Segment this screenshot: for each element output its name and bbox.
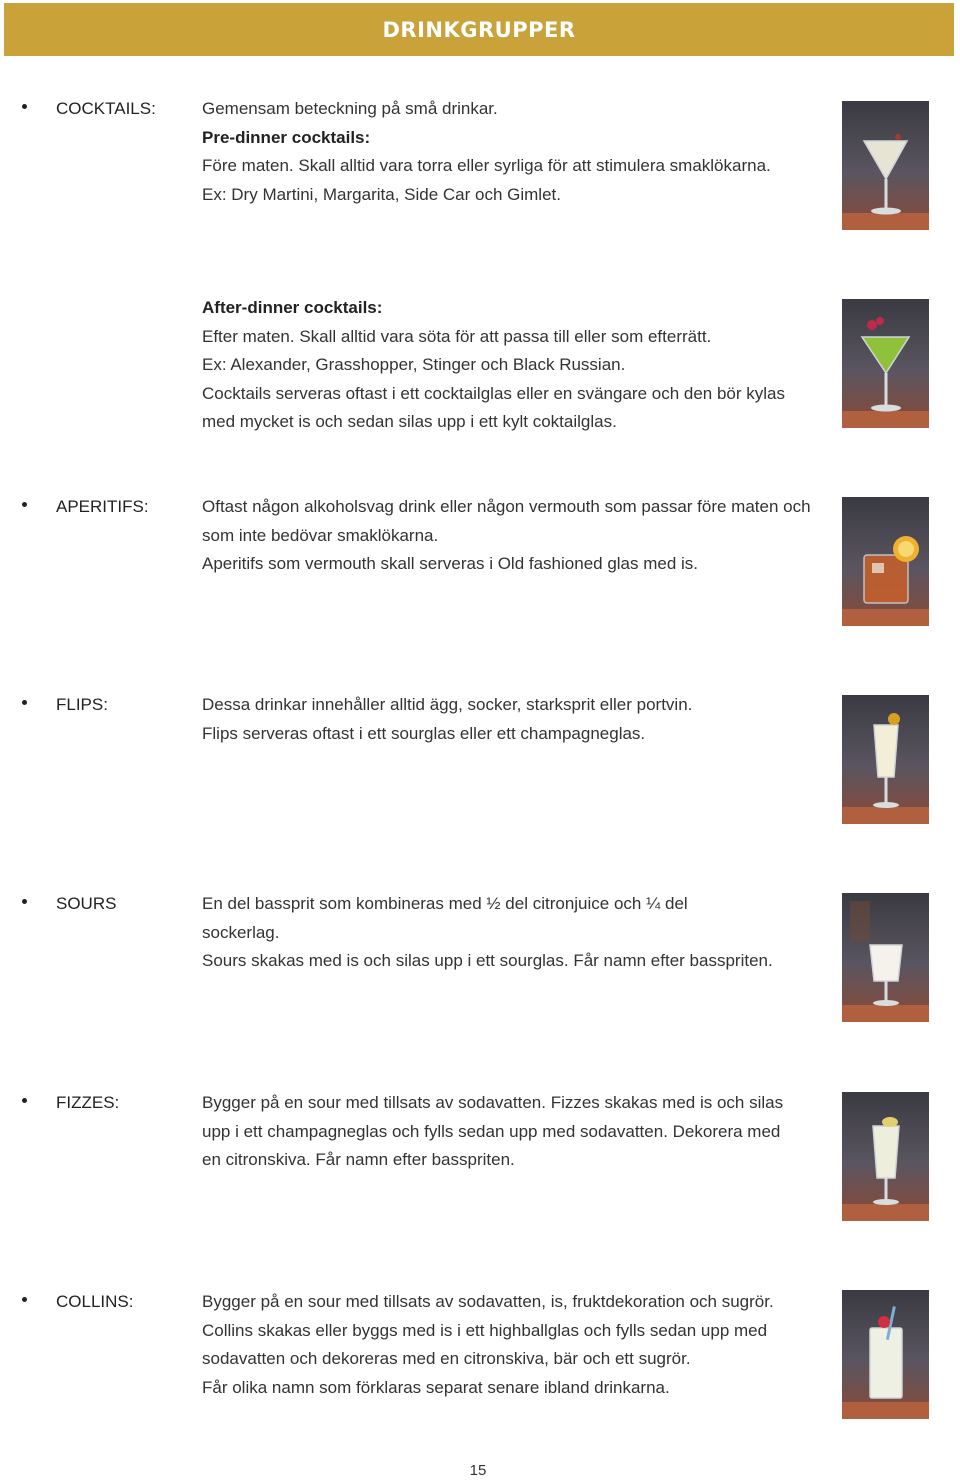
text-line: Får olika namn som förklaras separat senare ibland drinkarna. <box>202 1377 670 1397</box>
text-line: sockerlag. <box>202 922 280 942</box>
section-body <box>202 1288 842 1402</box>
text-line: Ex: Alexander, Grasshopper, Stinger och Black Russian. <box>202 355 626 374</box>
header-banner <box>4 3 954 56</box>
text-line: Dessa drinkar innehåller alltid ägg, socker, starksprit eller portvin. <box>202 695 693 714</box>
section-label: COCKTAILS: <box>56 99 156 118</box>
section-label: SOURS <box>56 894 117 913</box>
text-line: Ex: Dry Martini, Margarita, Side Car och Gimlet. <box>202 184 561 204</box>
text-line: Bygger på en sour med tillsats av sodavatten. Fizzes skakas med is och silas <box>202 1093 784 1112</box>
section-label: FIZZES: <box>56 1093 120 1112</box>
text-line: en citronskiva. Får namn efter basspriten. <box>202 1150 515 1169</box>
text-line: upp i ett champagneglas och fylls sedan upp med sodavatten. Dekorera med <box>202 1121 781 1141</box>
bullet <box>22 700 27 705</box>
old-fashioned-glass-icon <box>842 497 929 626</box>
section-label: APERITIFS: <box>56 497 149 516</box>
page-number: 15 <box>469 1462 487 1479</box>
text-line: Efter maten. Skall alltid vara söta för att passa till eller som efterrätt. <box>202 326 712 346</box>
text-line: Flips serveras oftast i ett sourglas eller ett champagneglas. <box>202 723 646 743</box>
subheading: After-dinner cocktails: <box>202 298 383 317</box>
text-line: sodavatten och dekoreras med en citronskiva, bär och ett sugrör. <box>202 1349 691 1368</box>
text-line: Cocktails serveras oftast i ett cocktailglas eller en svängare och den bör kylas <box>202 383 785 403</box>
bullet <box>22 899 27 904</box>
martini-glass-icon <box>842 101 929 230</box>
collins-glass-icon <box>842 1290 929 1419</box>
fizz-glass-icon <box>842 1092 929 1221</box>
section-body <box>202 95 842 437</box>
text-line: Gemensam beteckning på små drinkar. <box>202 99 498 118</box>
section-body <box>202 691 842 748</box>
section-body <box>202 493 842 579</box>
text-line: Collins skakas eller byggs med is i ett highballglas och fylls sedan upp med <box>202 1320 768 1340</box>
section-label: COLLINS: <box>56 1292 134 1311</box>
bullet <box>22 502 27 507</box>
text-line: med mycket is och sedan silas upp i ett kylt coktailglas. <box>202 412 617 431</box>
subheading: Pre-dinner cocktails: <box>202 127 371 147</box>
text-line: som inte bedövar smaklökarna. <box>202 525 439 545</box>
bullet <box>22 1098 27 1103</box>
bullet <box>22 1297 27 1302</box>
flip-glass-icon <box>842 695 929 824</box>
text-line: Oftast någon alkoholsvag drink eller någon vermouth som passar före maten och <box>202 497 811 516</box>
bullet <box>22 104 27 109</box>
page-title: DRINKGRUPPER <box>382 17 576 42</box>
text-line: Bygger på en sour med tillsats av sodavatten, is, fruktdekoration och sugrör. <box>202 1292 774 1311</box>
text-line: Före maten. Skall alltid vara torra eller syrliga för att stimulera smaklökarna. <box>202 156 771 175</box>
sour-glass-icon <box>842 893 929 1022</box>
text-line: Sours skakas med is och silas upp i ett sourglas. Får namn efter basspriten. <box>202 951 773 970</box>
text-line: Aperitifs som vermouth skall serveras i Old fashioned glas med is. <box>202 554 699 573</box>
section-label: FLIPS: <box>56 695 108 714</box>
section-body <box>202 1089 842 1175</box>
text-line: En del bassprit som kombineras med ½ del citronjuice och ¼ del <box>202 894 688 913</box>
cocktail-glass-green-icon <box>842 299 929 428</box>
section-body <box>202 890 842 976</box>
